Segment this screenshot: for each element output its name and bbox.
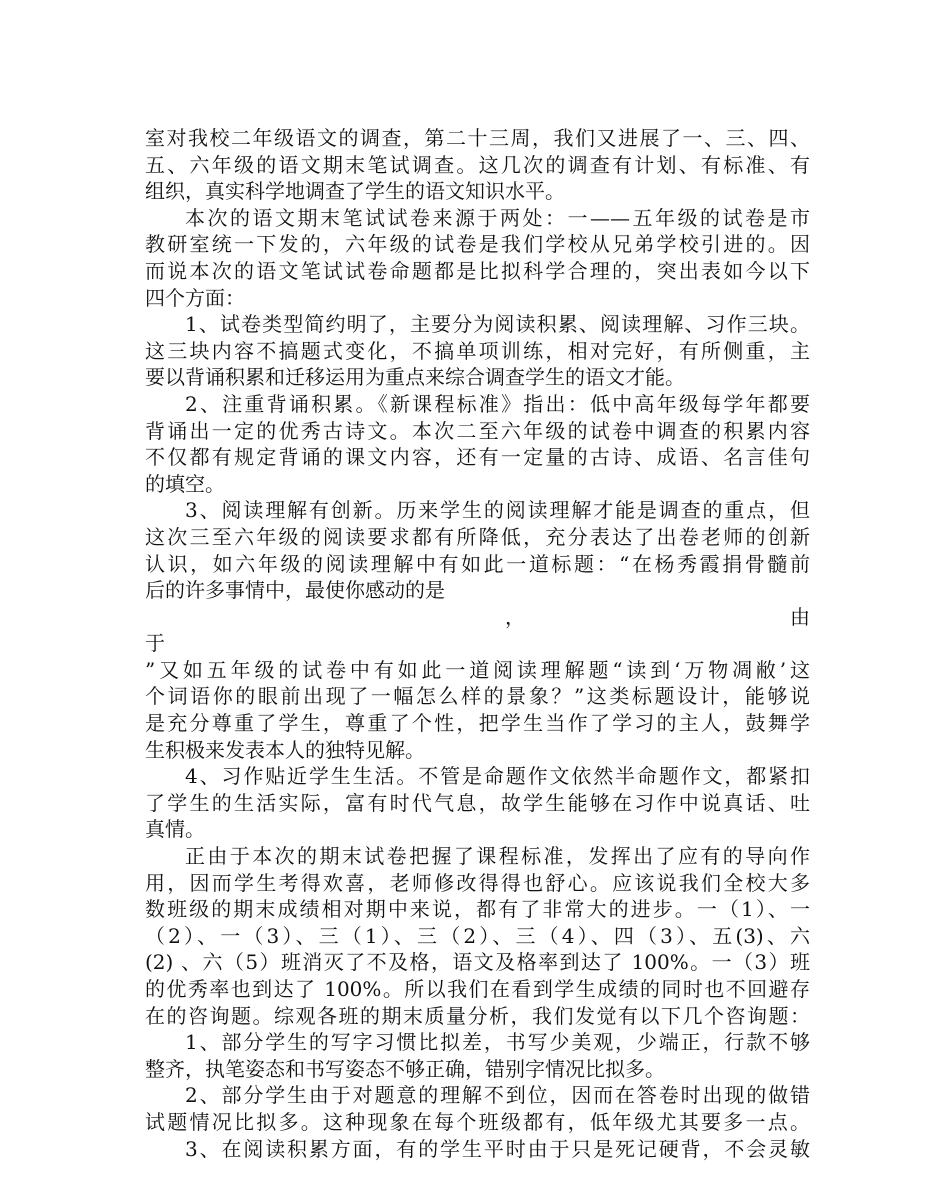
- blank-spacer: [145, 604, 505, 631]
- text-line: 试题情况比拟多。这种现象在每个班级都有，低年级尤其要多一点。: [145, 1109, 810, 1134]
- text-line: ”又如五年级的试卷中有如此一道阅读理解题“读到‘万物凋敝’这: [145, 657, 810, 682]
- text-line: 真情。: [145, 817, 205, 842]
- blank-spacer-wide: [525, 604, 790, 631]
- blank-comma: ，: [505, 604, 525, 629]
- text-line: 的优秀率也到达了 100%。所以我们在看到学生成绩的同时也不回避存: [145, 977, 810, 1001]
- text-line: 3、阅读理解有创新。历来学生的阅读理解才能是调查的重点，但: [185, 498, 810, 523]
- text-line: 这三块内容不搞题式变化，不搞单项训练，相对完好，有所侧重，主: [145, 338, 810, 363]
- text-line: 了学生的生活实际，富有时代气息，故学生能够在习作中说真话、吐: [145, 790, 810, 815]
- text-line: 的填空。: [145, 471, 225, 496]
- text-line: 四个方面：: [145, 285, 245, 310]
- text-line: (2) 、六（5）班消灭了不及格，语文及格率到达了 100%。一（3）班: [145, 950, 810, 975]
- text-line: 是充分尊重了学生，尊重了个性，把学生当作了学习的主人，鼓舞学: [145, 711, 810, 736]
- text-line: 教研室统一下发的，六年级的试卷是我们学校从兄弟学校引进的。因: [145, 232, 810, 257]
- text-line: （2）、一（3）、三（1）、三（2）、三（4）、四（3）、五(3)、六: [145, 923, 810, 948]
- text-line: 这次三至六年级的阅读要求都有所降低，充分表达了出卷老师的创新: [145, 524, 810, 549]
- blank-reason-start: 由: [790, 604, 810, 629]
- text-line: 背诵出一定的优秀古诗文。本次二至六年级的试卷中调查的积累内容: [145, 418, 810, 443]
- text-line: 3、在阅读积累方面，有的学生平时由于只是死记硬背，不会灵敏: [185, 1136, 810, 1161]
- text-line: 个词语你的眼前出现了一幅怎么样的景象？”这类标题设计，能够说: [145, 684, 810, 709]
- text-line: 正由于本次的期末试卷把握了课程标准，发挥出了应有的导向作: [185, 844, 810, 869]
- text-line: 而说本次的语文笔试试卷命题都是比拟科学合理的，突出表如今以下: [145, 258, 810, 283]
- text-line: 要以背诵积累和迁移运用为重点来综合调查学生的语文才能。: [145, 365, 685, 390]
- text-line: 数班级的期末成绩相对期中来说，都有了非常大的进步。一（1）、一: [145, 897, 810, 922]
- text-line: 2、注重背诵积累。《新课程标准》指出：低中高年级每学年都要: [185, 391, 810, 416]
- text-line: 不仅都有规定背诵的课文内容，还有一定量的古诗、成语、名言佳句: [145, 445, 810, 470]
- text-line: 1、部分学生的写字习惯比拟差，书写少美观，少端正，行款不够: [185, 1030, 810, 1055]
- text-line: 生积极来发表本人的独特见解。: [145, 737, 425, 762]
- text-line: 整齐，执笔姿态和书写姿态不够正确，错别字情况比拟多。: [145, 1056, 665, 1081]
- text-line: 于: [145, 631, 165, 656]
- text-line: 1、试卷类型简约明了，主要分为阅读积累、阅读理解、习作三块。: [185, 312, 810, 337]
- text-line: 室对我校二年级语文的调查，第二十三周，我们又进展了一、三、四、: [145, 126, 810, 150]
- text-line: 用，因而学生考得欢喜，老师修改得得也舒心。应该说我们全校大多: [145, 870, 810, 895]
- blank-fill-line: [145, 604, 810, 631]
- text-line: 组织，真实科学地调查了学生的语文知识水平。: [145, 179, 565, 204]
- text-line: 后的许多事情中，最使你感动的是: [145, 578, 445, 603]
- text-line: 在的咨询题。综观各班的期末质量分析，我们发觉有以下几个咨询题：: [145, 1003, 810, 1028]
- text-line: 2、部分学生由于对题意的理解不到位，因而在答卷时出现的做错: [185, 1083, 810, 1108]
- text-line: 本次的语文期末笔试试卷来源于两处：一——五年级的试卷是市: [185, 205, 810, 230]
- text-line: 认识，如六年级的阅读理解中有如此一道标题：“在杨秀霞捐骨髓前: [145, 551, 810, 576]
- document-body: [145, 125, 810, 1162]
- text-line: 五、六年级的语文期末笔试调查。这几次的调查有计划、有标准、有: [145, 152, 810, 177]
- text-line: 4、习作贴近学生生活。不管是命题作文依然半命题作文，都紧扣: [185, 764, 810, 789]
